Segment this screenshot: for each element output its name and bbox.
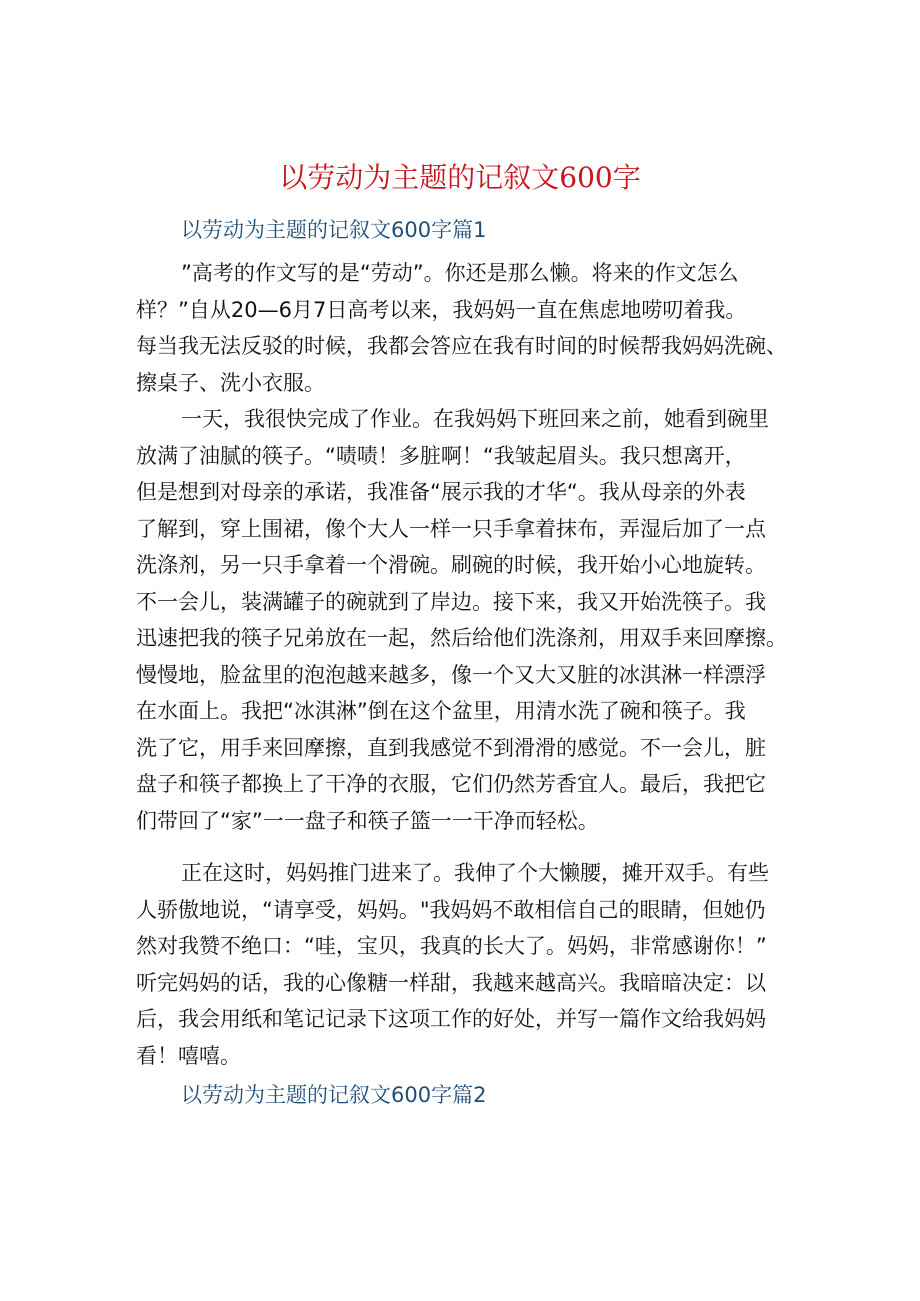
paragraph-2-line: 洗了它，用手来回摩擦，直到我感觉不到滑滑的感觉。不一会儿，脏 — [136, 735, 766, 760]
paragraph-1-line: 样？”自从20—6月7日高考以来，我妈妈一直在焦虑地唠叨着我。 — [136, 297, 747, 322]
paragraph-2-line: 不一会儿，装满罐子的碗就到了岸边。接下来，我又开始洗筷子。我 — [136, 589, 766, 614]
paragraph-2-line: 在水面上。我把“冰淇淋”倒在这个盆里，用清水洗了碗和筷子。我 — [136, 699, 746, 723]
paragraph-2-line: 了解到，穿上围裙，像个大人一样一只手拿着抹布，弄湿后加了一点 — [136, 516, 766, 541]
paragraph-3-line: 然对我赞不绝口：“哇，宝贝，我真的长大了。妈妈，非常感谢你！” — [136, 934, 767, 958]
paragraph-1 — [136, 255, 786, 401]
paragraph-3-line: 看！嘻嘻。 — [136, 1043, 241, 1068]
paragraph-1-line: 每当我无法反驳的时候，我都会答应在我有时间的时候帮我妈妈洗碗、 — [136, 334, 787, 358]
paragraph-1-line: ”高考的作文写的是“劳动”。你还是那么懒。将来的作文怎么 — [181, 261, 739, 285]
paragraph-3-line: 后，我会用纸和笔记记录下这项工作的好处，并写一篇作文给我妈妈 — [136, 1007, 766, 1031]
section-heading-2: 以劳动为主题的记叙文600字篇2 — [181, 1083, 487, 1107]
paragraph-2-line: 盘子和筷子都换上了干净的衣服，它们仍然芳香宜人。最后，我把它 — [136, 772, 766, 796]
paragraph-1-line: 擦桌子、洗小衣服。 — [136, 370, 325, 395]
paragraph-2-line: 慢慢地，脸盆里的泡泡越来越多，像一个又大又脏的冰淇淋一样漂浮 — [136, 662, 766, 687]
section-heading-1: 以劳动为主题的记叙文600字篇1 — [181, 218, 487, 242]
paragraph-2-line: 放满了油腻的筷子。“啧啧！多脏啊！“我皱起眉头。我只想离开， — [136, 443, 746, 468]
paragraph-2-line: 但是想到对母亲的承诺，我准备“展示我的才华“。我从母亲的外表 — [136, 480, 746, 504]
paragraph-2-line: 迅速把我的筷子兄弟放在一起，然后给他们洗涤剂，用双手来回摩擦。 — [136, 626, 787, 650]
page-title: 以劳动为主题的记叙文600字 — [279, 161, 641, 194]
paragraph-3-line: 听完妈妈的话，我的心像糖一样甜，我越来越高兴。我暗暗决定：以 — [136, 970, 766, 995]
paragraph-3-line: 正在这时，妈妈推门进来了。我伸了个大懒腰，摊开双手。有些 — [181, 861, 769, 885]
paragraph-2-line: 洗涤剂，另一只手拿着一个滑碗。刷碗的时候，我开始小心地旋转。 — [136, 553, 766, 577]
paragraph-2-line: 一天，我很快完成了作业。在我妈妈下班回来之前，她看到碗里 — [181, 407, 769, 431]
paragraph-2 — [136, 401, 786, 839]
paragraph-3-line: 人骄傲地说，“请享受，妈妈。"我妈妈不敢相信自己的眼睛，但她仍 — [136, 897, 766, 922]
paragraph-3 — [136, 855, 786, 1074]
paragraph-2-line: 们带回了“家”一一盘子和筷子篮一一干净而轻松。 — [136, 808, 599, 833]
